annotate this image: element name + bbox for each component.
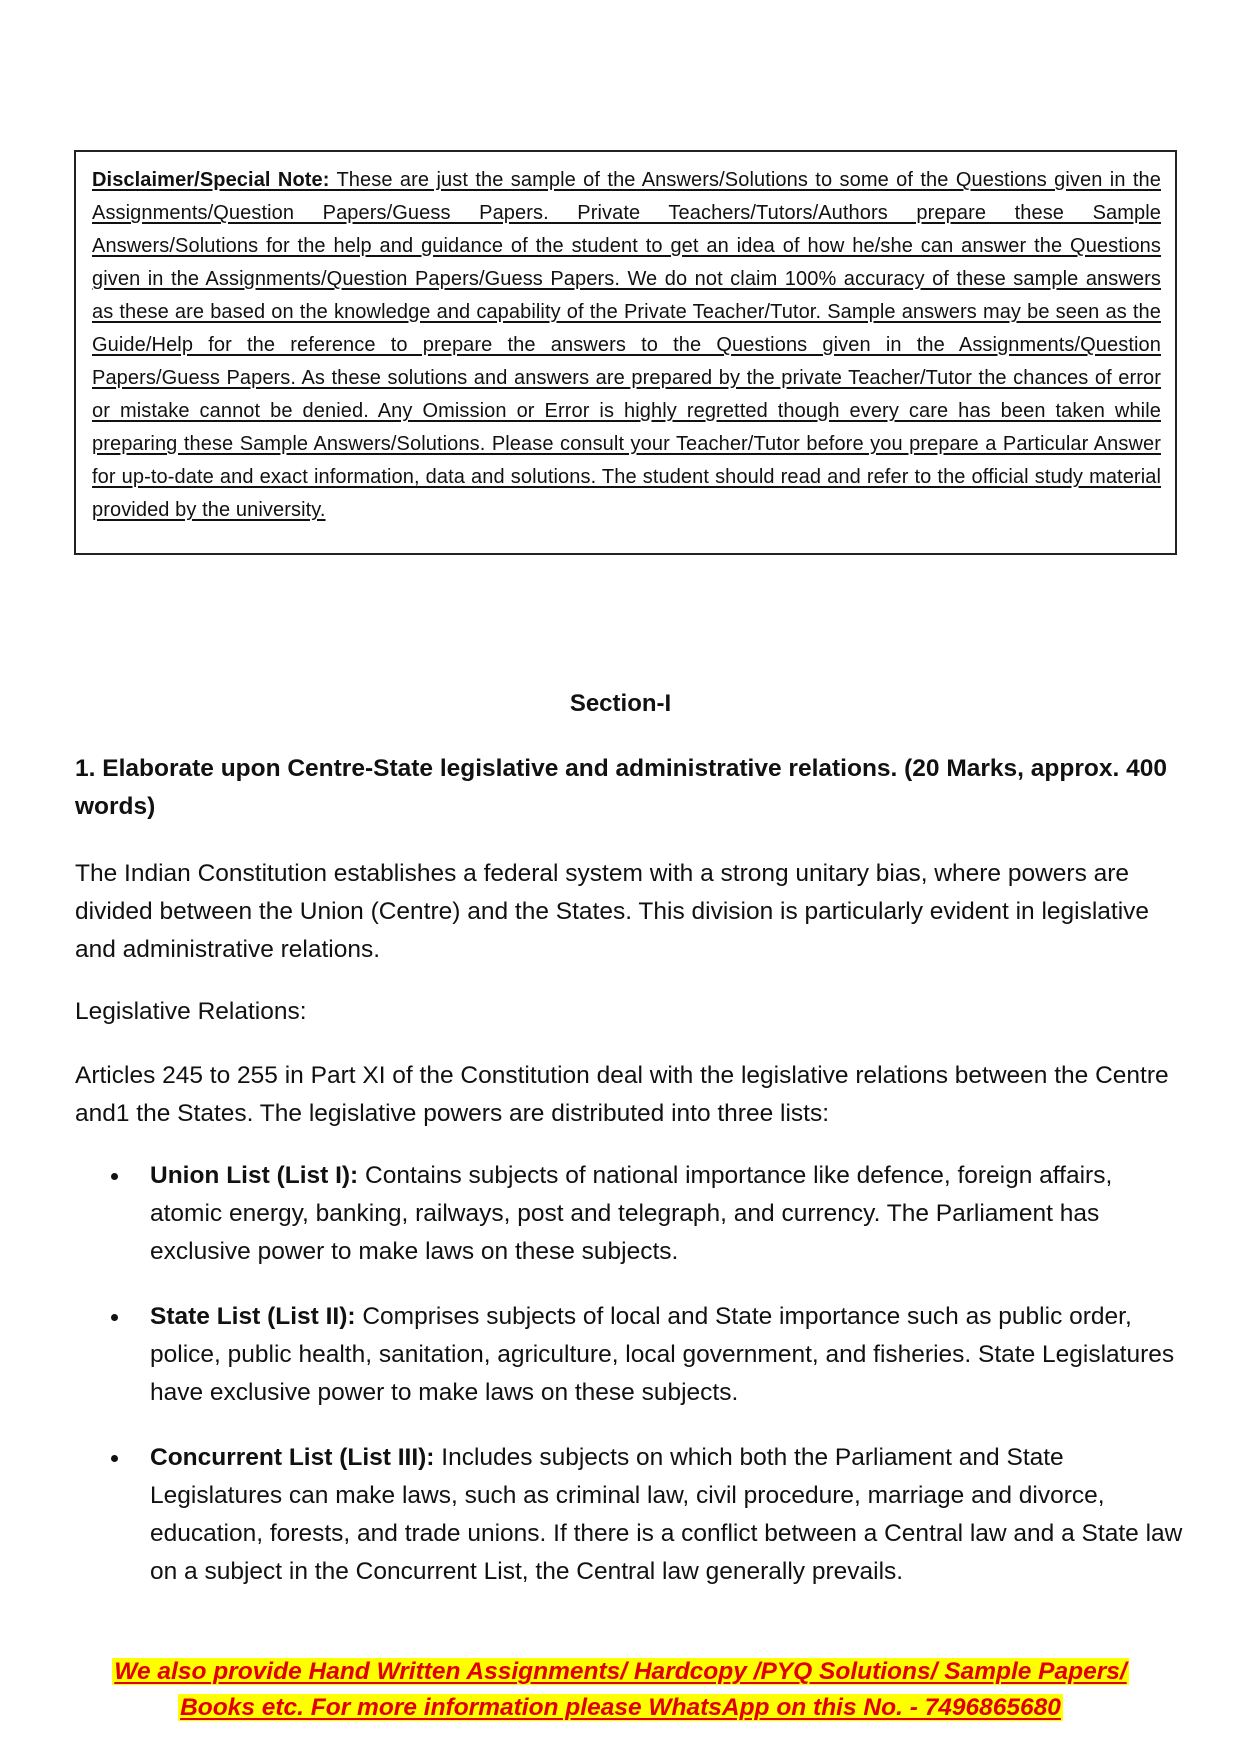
section-title: Section-I [569,690,672,717]
disclaimer-text [92,164,1161,527]
list-item-union-list [75,1157,1185,1271]
articles-paragraph: Articles 245 to 255 in Part XI of the Constitution deal with the legislative relations between the Centre and1 the States. The legislative powers are distributed into three lists: [75,1062,1169,1127]
bullet-icon [111,1455,118,1462]
promo-line-1: We also provide Hand Written Assignments/ Hardcopy /PYQ Solutions/ Sample Papers/ [114,1658,1127,1685]
bullet-text: Contains subjects of national importance like defence, foreign affairs, atomic energy, banking, railways, post and telegraph, and currency. The Parliament has exclusive power to make laws on these subjects. [150,1162,1113,1265]
bullet-title: Concurrent List (List III): [150,1444,435,1471]
list-item-state-list [75,1298,1185,1412]
intro-paragraph: The Indian Constitution establishes a federal system with a strong unitary bias, where powers are divided between the Union (Centre) and the States. This division is particularly evident in legislative and administrative relations. [75,860,1150,963]
promo-banner [0,1654,1241,1726]
lists-bullet-list [75,1157,1185,1618]
disclaimer-body: These are just the sample of the Answers/Solutions to some of the Questions given in the Assignments/Question Papers/Guess Papers. Private Teachers/Tutors/Authors prepare these Sample Answers/Solutions for the help and guidance of the student to get an idea of how he/she can answer the Questions given in the Assignments/Question Papers/Guess Papers. We do not claim 100% accuracy of these sample answers as these are based on the knowledge and capability of the Private Teacher/Tutor. Sample answers may be seen as the Guide/Help for the reference to prepare the answers to the Questions given in the Assignments/Question Papers/Guess Papers. As these solutions and answers are prepared by the private Teacher/Tutor the chances of error or mistake cannot be denied. Any Omission or Error is highly regretted though every care has been taken while preparing these Sample Answers/Solutions. Please consult your Teacher/Tutor before you prepare a Particular Answer for up-to-date and exact information, data and solutions. The student should read and refer to the official study material provided by the university. [92,169,1161,521]
bullet-text: Comprises subjects of local and State importance such as public order, police, public health, sanitation, agriculture, local government, and fisheries. State Legislatures have exclusive power to make laws on these subjects. [150,1303,1175,1406]
promo-line-2: Books etc. For more information please WhatsApp on this No. - 7496865680 [180,1694,1061,1721]
disclaimer-box [74,150,1177,555]
list-item-concurrent-list [75,1439,1185,1591]
bullet-icon [111,1173,118,1180]
question-heading: 1. Elaborate upon Centre-State legislative and administrative relations. (20 Marks, approx. 400 words) [75,755,1167,820]
legislative-relations-heading: Legislative Relations: [75,998,307,1025]
bullet-text: Includes subjects on which both the Parliament and State Legislatures can make laws, such as criminal law, civil procedure, marriage and divorce, education, forests, and trade unions. If there is a conflict between a Central law and a State law on a subject in the Concurrent List, the Central law generally prevails. [150,1444,1183,1585]
bullet-title: Union List (List I): [150,1162,359,1189]
bullet-title: State List (List II): [150,1303,356,1330]
bullet-icon [111,1314,118,1321]
disclaimer-label: Disclaimer/Special Note: [92,169,330,191]
